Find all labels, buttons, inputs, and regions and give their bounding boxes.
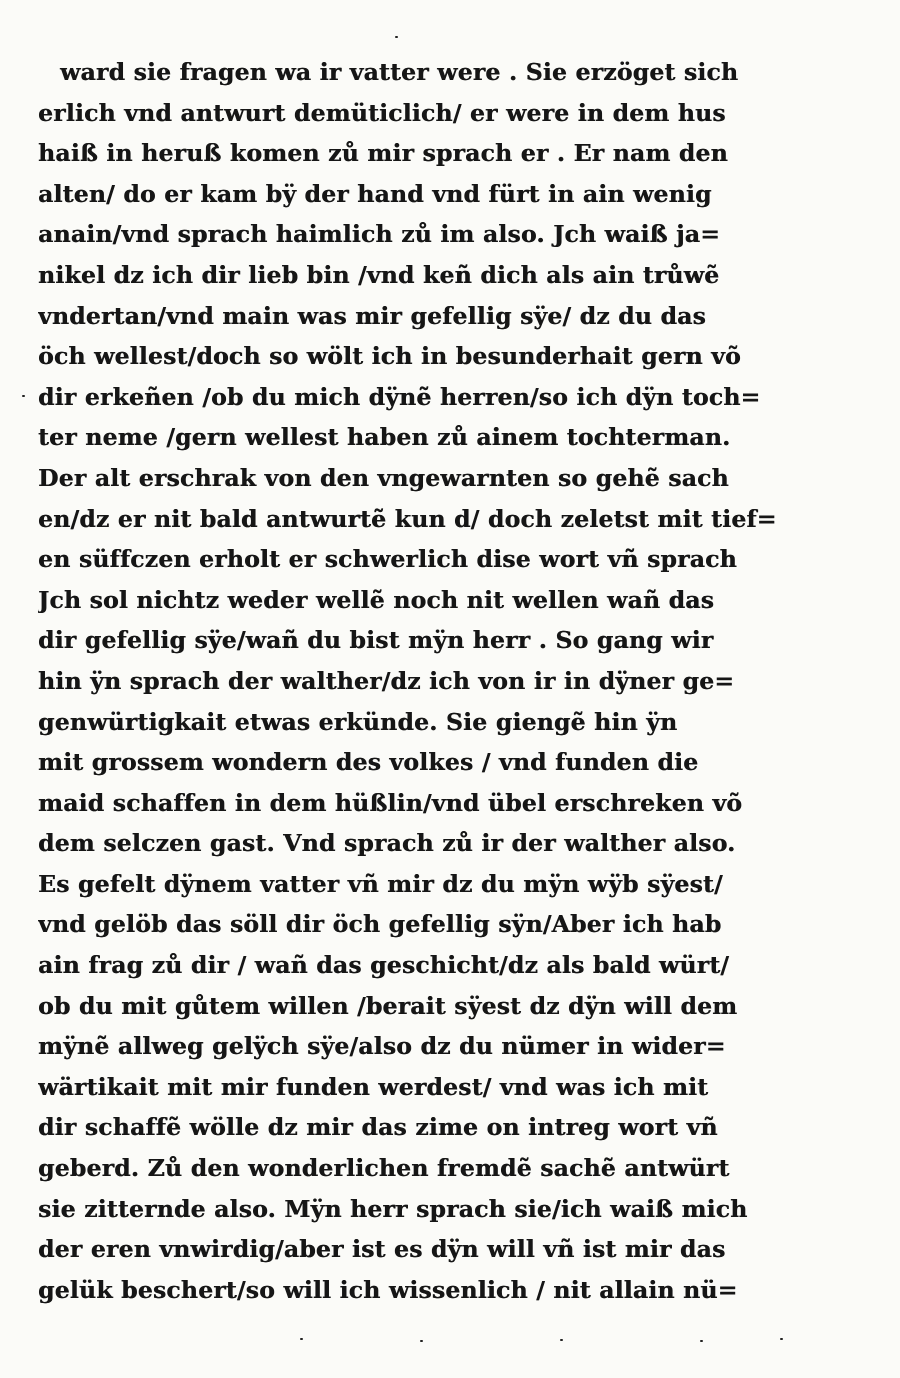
text-line: Der alt erschrak von den vngewarnten so gehẽ sach bbox=[38, 463, 729, 492]
text-line: gelük beschert/so will ich wissenlich / nit allain nü= bbox=[38, 1275, 738, 1304]
text-line: dem selczen gast. Vnd sprach zů ir der walther also. bbox=[38, 829, 736, 858]
ink-speck bbox=[560, 1339, 563, 1341]
ink-speck bbox=[780, 1338, 783, 1340]
ink-speck bbox=[420, 1340, 423, 1342]
text-line: der eren vnwirdig/aber ist es dÿn will vñ ist mir das bbox=[38, 1235, 726, 1264]
text-line: alten/ do er kam bÿ der hand vnd fürt in ain wenig bbox=[38, 179, 712, 208]
text-line: ward sie fragen wa ir vatter were . Sie erzöget sich bbox=[60, 58, 739, 86]
text-line: wärtikait mit mir funden werdest/ vnd was ich mit bbox=[38, 1072, 709, 1101]
ink-speck bbox=[300, 1338, 303, 1340]
text-line: en/dz er nit bald antwurtẽ kun d/ doch zeletst mit tief= bbox=[38, 504, 777, 533]
text-block bbox=[38, 52, 828, 1310]
ink-speck bbox=[700, 1340, 703, 1342]
text-line: en süffczen erholt er schwerlich dise wort vñ sprach bbox=[38, 545, 737, 574]
text-line: ain frag zů dir / wañ das geschicht/dz als bald würt/ bbox=[38, 951, 730, 980]
text-line: Es gefelt dÿnem vatter vñ mir dz du mÿn wÿb sÿest/ bbox=[38, 869, 723, 898]
text-line: geberd. Zů den wonderlichen fremdẽ sachẽ antwürt bbox=[38, 1154, 730, 1183]
text-line: erlich vnd antwurt demüticlich/ er were in dem hus bbox=[38, 98, 726, 127]
text-line: mÿnẽ allweg gelÿch sÿe/also dz du nümer in wider= bbox=[38, 1032, 726, 1061]
text-line: anain/vnd sprach haimlich zů im also. Jch waiß ja= bbox=[38, 220, 720, 249]
text-line: dir schaffẽ wölle dz mir das zime on intreg wort vñ bbox=[38, 1113, 718, 1142]
text-line: vndertan/vnd main was mir gefellig sÿe/ dz du das bbox=[38, 301, 706, 330]
text-line: haiß in heruß komen zů mir sprach er . Er nam den bbox=[38, 139, 728, 168]
text-line: dir erkeñen /ob du mich dÿnẽ herren/so ich dÿn toch= bbox=[38, 382, 761, 411]
text-line: mit grossem wondern des volkes / vnd funden die bbox=[38, 748, 699, 777]
text-line: sie zitternde also. Mÿn herr sprach sie/ich waiß mich bbox=[38, 1194, 748, 1223]
text-line: Jch sol nichtz weder wellẽ noch nit wellen wañ das bbox=[38, 585, 715, 614]
text-line: nikel dz ich dir lieb bin /vnd keñ dich als ain trůwẽ bbox=[38, 260, 720, 289]
text-line: maid schaffen in dem hüßlin/vnd übel erschreken võ bbox=[38, 788, 743, 817]
text-line: öch wellest/doch so wölt ich in besunderhait gern võ bbox=[38, 342, 741, 371]
text-line: hin ÿn sprach der walther/dz ich von ir in dÿner ge= bbox=[38, 666, 735, 695]
text-line: ter neme /gern wellest haben zů ainem tochterman. bbox=[38, 423, 731, 452]
ink-speck bbox=[22, 395, 25, 397]
text-line: ob du mit gůtem willen /berait sÿest dz dÿn will dem bbox=[38, 991, 738, 1020]
text-line: vnd gelöb das söll dir öch gefellig sÿn/Aber ich hab bbox=[38, 910, 722, 939]
text-line: dir gefellig sÿe/wañ du bist mÿn herr . So gang wir bbox=[38, 626, 714, 655]
text-line: genwürtigkait etwas erkünde. Sie giengẽ hin ÿn bbox=[38, 707, 678, 736]
ink-speck bbox=[395, 36, 398, 38]
